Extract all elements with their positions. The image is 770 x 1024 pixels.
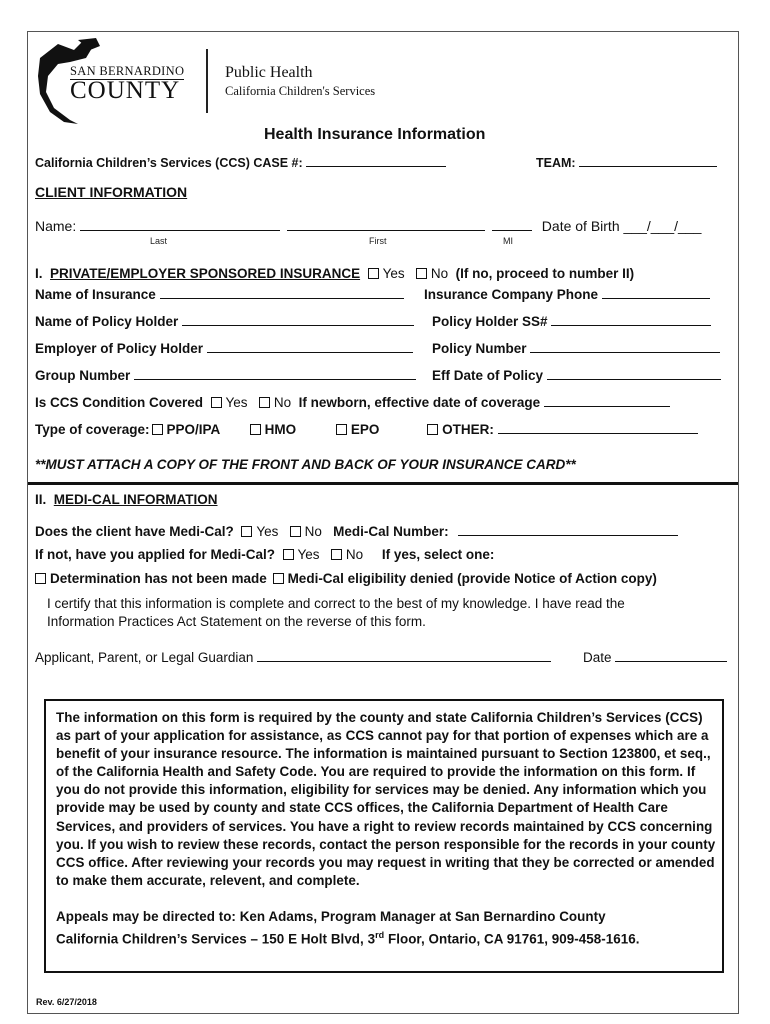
first-name-field[interactable] <box>287 219 485 231</box>
insurance-phone-label: Insurance Company Phone <box>424 287 599 302</box>
signature-field[interactable] <box>257 650 551 662</box>
page-title: Health Insurance Information <box>264 126 486 143</box>
applied-yes-checkbox[interactable] <box>283 549 294 560</box>
ccs-covered-label: Is CCS Condition Covered <box>35 395 204 410</box>
last-caption: Last <box>150 236 168 246</box>
certify-line-1: I certify that this information is complete and correct to the best of my knowledge. I have read the <box>47 596 625 611</box>
case-number-field[interactable] <box>306 155 446 167</box>
dob-field[interactable]: ___/___/___ <box>623 218 702 234</box>
section2-heading-row <box>35 492 218 507</box>
ccs-covered-yes-label: Yes <box>225 395 248 410</box>
employer-field[interactable] <box>207 341 413 353</box>
private-insurance-yes-label: Yes <box>382 266 405 281</box>
has-medical-yes-checkbox[interactable] <box>241 526 252 537</box>
insurance-name-row <box>35 287 404 302</box>
privacy-notice <box>56 709 720 949</box>
employer-label: Employer of Policy Holder <box>35 341 204 356</box>
has-medical-no-label: No <box>304 524 322 539</box>
insurance-phone-row <box>424 287 710 302</box>
ccs-covered-no-checkbox[interactable] <box>259 397 270 408</box>
employer-row <box>35 341 413 356</box>
county-name-top: SAN BERNARDINO <box>70 64 185 78</box>
eff-date-row <box>432 368 721 383</box>
name-row <box>35 218 701 234</box>
applied-row <box>35 547 494 562</box>
revision-date: Rev. 6/27/2018 <box>36 997 97 1007</box>
insurance-name-label: Name of Insurance <box>35 287 156 302</box>
hmo-label: HMO <box>264 422 297 437</box>
policy-holder-ss-field[interactable] <box>551 314 711 326</box>
applied-yes-label: Yes <box>297 547 320 562</box>
insurance-phone-field[interactable] <box>602 287 710 299</box>
denied-checkbox[interactable] <box>273 573 284 584</box>
certify-line-2: Information Practices Act Statement on the reverse of this form. <box>47 614 426 629</box>
appeals-floor-suffix: rd <box>375 930 385 941</box>
other-checkbox[interactable] <box>427 424 438 435</box>
date-field[interactable] <box>615 650 727 662</box>
section-divider <box>28 482 738 485</box>
middle-initial-field[interactable] <box>492 219 532 231</box>
policy-holder-label: Name of Policy Holder <box>35 314 179 329</box>
coverage-type-label: Type of coverage: <box>35 422 150 437</box>
newborn-date-field[interactable] <box>544 395 670 407</box>
eff-date-field[interactable] <box>547 368 721 380</box>
eff-date-label: Eff Date of Policy <box>432 368 544 383</box>
appeals-address-start: California Children’s Services – 150 E Holt Blvd, 3 <box>56 931 376 947</box>
policy-number-field[interactable] <box>530 341 720 353</box>
dept-name: Public Health <box>225 64 313 81</box>
applied-no-checkbox[interactable] <box>331 549 342 560</box>
has-medical-no-checkbox[interactable] <box>290 526 301 537</box>
appeals-line-2 <box>56 926 720 949</box>
has-medical-yes-label: Yes <box>256 524 279 539</box>
client-info-heading: CLIENT INFORMATION <box>35 184 188 200</box>
team-field[interactable] <box>579 155 717 167</box>
name-label: Name: <box>35 218 77 234</box>
ccs-covered-yes-checkbox[interactable] <box>211 397 222 408</box>
header-divider <box>206 49 208 113</box>
medical-status-row <box>35 571 657 586</box>
section2-heading: MEDI-CAL INFORMATION <box>53 492 218 507</box>
newborn-label: If newborn, effective date of coverage <box>298 395 541 410</box>
ccs-covered-no-label: No <box>273 395 292 410</box>
group-number-label: Group Number <box>35 368 131 383</box>
select-one-label: If yes, select one: <box>381 547 495 562</box>
privacy-notice-box <box>44 699 724 973</box>
denied-label: Medi-Cal eligibility denied (provide Notice of Action copy) <box>287 571 657 586</box>
section2-roman: II. <box>35 492 47 507</box>
date-label: Date <box>583 650 612 665</box>
team-label: TEAM: <box>536 156 576 170</box>
policy-holder-field[interactable] <box>182 314 414 326</box>
appeals-address-end: Floor, Ontario, CA 91761, 909-458-1616. <box>384 931 640 947</box>
case-label: California Children’s Services (CCS) CASE #: <box>35 156 303 170</box>
section1-heading-row <box>35 266 634 281</box>
other-label: OTHER: <box>442 422 494 437</box>
private-insurance-no-label: No <box>430 266 449 281</box>
epo-checkbox[interactable] <box>336 424 347 435</box>
group-number-field[interactable] <box>134 368 416 380</box>
ccs-covered-row <box>35 395 670 410</box>
epo-label: EPO <box>350 422 380 437</box>
private-insurance-yes-checkbox[interactable] <box>368 268 379 279</box>
private-insurance-no-checkbox[interactable] <box>416 268 427 279</box>
team-row <box>536 155 717 170</box>
determination-checkbox[interactable] <box>35 573 46 584</box>
section1-roman: I. <box>35 266 43 281</box>
subdept-name: California Children's Services <box>225 84 376 98</box>
ppo-label: PPO/IPA <box>166 422 220 437</box>
signature-row <box>35 650 551 665</box>
privacy-notice-paragraph: The information on this form is required by the county and state California Children’s Services (CCS) as part of your application for assistance, as CCS cannot pay for that portion of expenses which are a benefit of your insurance resource. The information is maintained pursuant to Section 123800, et seq., of the California Health and Safety Code. You are required to provide the information on this form. If you do not provide this information, eligibility for services may be denied. Any information which you provide may be used by county and state CCS offices, the California Department of Health Care Services, and providers of services. You have a right to review records maintained by CCS concerning you. If you wish to review these records, contact the person responsible for the records in your county CCS office. After reviewing your records you may request in writing that they be corrected or amended to make them accurate, relevent, and complete. <box>56 710 716 888</box>
other-field[interactable] <box>498 422 698 434</box>
policy-number-row <box>432 341 720 356</box>
has-medical-row <box>35 524 678 539</box>
first-caption: First <box>369 236 387 246</box>
insurance-name-field[interactable] <box>160 287 404 299</box>
mi-caption: MI <box>503 236 513 246</box>
date-row <box>583 650 727 665</box>
dob-label: Date of Birth <box>541 218 620 234</box>
applied-no-label: No <box>345 547 364 562</box>
county-name-main: COUNTY <box>70 77 181 104</box>
attach-card-note: **MUST ATTACH A COPY OF THE FRONT AND BACK OF YOUR INSURANCE CARD** <box>35 457 576 472</box>
coverage-type-row <box>35 422 698 437</box>
appeals-line-1: Appeals may be directed to: Ken Adams, Program Manager at San Bernardino County <box>56 908 606 924</box>
has-medical-label: Does the client have Medi-Cal? <box>35 524 234 539</box>
group-number-row <box>35 368 416 383</box>
policy-holder-ss-row <box>432 314 711 329</box>
case-row <box>35 155 446 170</box>
policy-holder-row <box>35 314 414 329</box>
determination-label: Determination has not been made <box>50 571 267 586</box>
section1-heading: PRIVATE/EMPLOYER SPONSORED INSURANCE <box>50 266 361 281</box>
medical-number-label: Medi-Cal Number: <box>333 524 449 539</box>
section1-note: (If no, proceed to number II) <box>455 266 635 281</box>
policy-holder-ss-label: Policy Holder SS# <box>432 314 548 329</box>
policy-number-label: Policy Number <box>432 341 527 356</box>
signature-label: Applicant, Parent, or Legal Guardian <box>35 650 254 665</box>
medical-number-field[interactable] <box>458 524 678 536</box>
ppo-checkbox[interactable] <box>152 424 163 435</box>
hmo-checkbox[interactable] <box>250 424 261 435</box>
applied-label: If not, have you applied for Medi-Cal? <box>35 547 276 562</box>
last-name-field[interactable] <box>80 219 280 231</box>
